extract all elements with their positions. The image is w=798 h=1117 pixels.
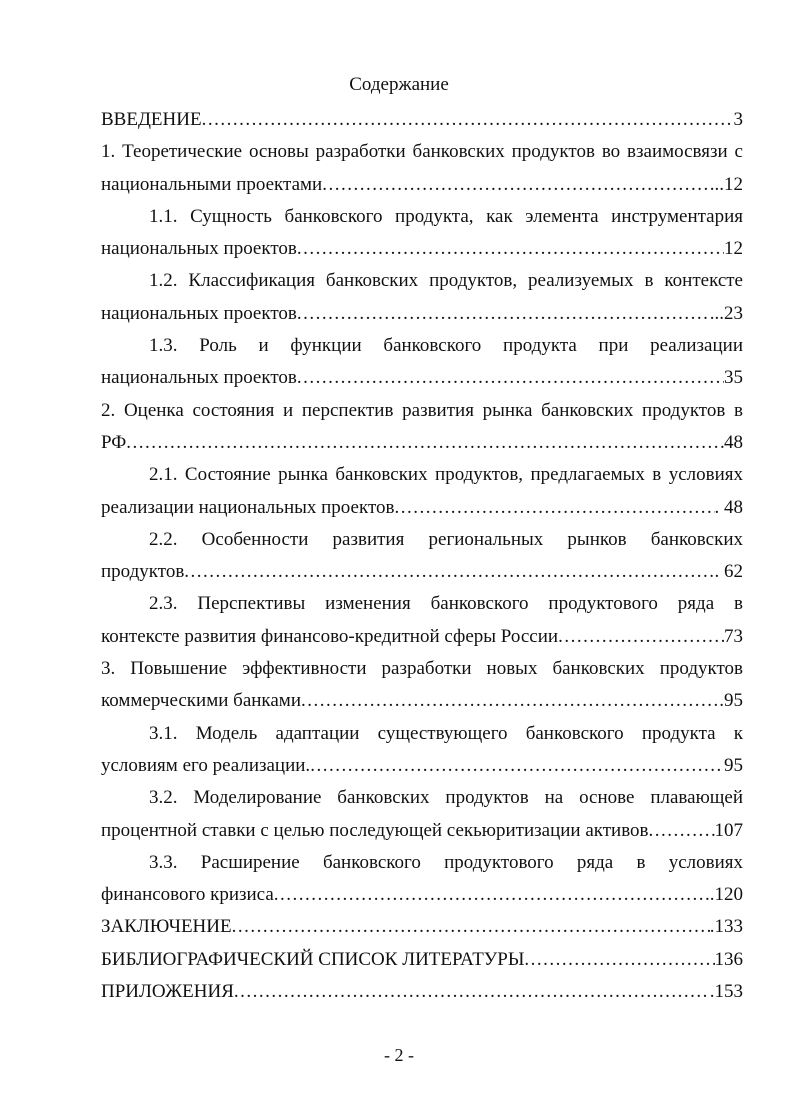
leader-dots [202,104,734,136]
toc-entry-s21-line1: 2.1. Состояние рынка банковских продуктов, предлагаемых в условиях [149,464,743,486]
leader-dots [524,944,714,976]
toc-entry-s21-line2 [101,492,743,524]
toc-entry-s12-line2 [101,298,743,330]
toc-entry-text: ЗАКЛЮЧЕНИЕ [101,916,232,938]
toc-entry-s32-line1: 3.2. Моделирование банковских продуктов на основе плавающей [149,787,743,809]
toc-page-number: . 48 [714,496,743,518]
toc-entry-s11-line1: 1.1. Сущность банковского продукта, как элемента инструментария [149,205,743,227]
leader-dots [297,362,724,394]
toc-entry-text: национальных проектов [101,238,297,260]
page-title: Содержание [349,74,449,95]
toc-entry-text: ВВЕДЕНИЕ [101,109,202,130]
leader-dots [301,685,719,717]
leader-dots [274,879,710,911]
table-of-contents [101,104,743,1008]
toc-entry-ch3-line1: 3. Повышение эффективности разработки новых банковских продуктов [101,658,743,680]
toc-page-number: .95 [719,690,743,712]
toc-entry-ch3-line2 [101,685,743,717]
toc-entry-text: процентной ставки с целью последующей секьюритизации активов [101,819,649,841]
toc-entry-s22-line2 [101,556,743,588]
toc-entry-text: реализации национальных проектов [101,496,395,518]
toc-page-number: 48 [724,431,743,453]
toc-entry-s13-line1: 1.3. Роль и функции банковского продукта при реализации [149,335,743,357]
toc-entry-s13-line2 [101,362,743,394]
toc-entry-bibliography [101,944,743,976]
toc-entry-text: условиям его реализации. [101,754,311,776]
page-number: - 2 - [384,1045,414,1065]
leader-dots [297,298,710,330]
toc-page-number: 12 [724,238,743,260]
toc-page-number: . 62 [714,561,743,583]
toc-entry-s31-line1: 3.1. Модель адаптации существующего банковского продукта к [149,722,743,744]
toc-entry-intro [101,104,743,136]
toc-entry-s23-line2 [101,621,743,653]
leader-dots [649,815,715,847]
toc-entry-s12-line1: 1.2. Классификация банковских продуктов, реализуемых в контексте [149,270,743,292]
toc-page-number: 95 [724,754,743,776]
leader-dots [234,976,710,1008]
toc-entry-s22-line1: 2.2. Особенности развития региональных рынков банковских [149,528,743,550]
toc-entry-text: БИБЛИОГРАФИЧЕСКИЙ СПИСОК ЛИТЕРАТУРЫ [101,948,525,970]
toc-entry-s31-line2 [101,750,743,782]
toc-page-number: 136 [714,948,743,970]
leader-dots [297,233,724,265]
toc-entry-text: национальными проектами [101,173,323,195]
toc-page-number: .153 [709,981,743,1003]
toc-entry-ch2-line1: 2. Оценка состояния и перспектив развития рынка банковских продуктов в [101,399,743,421]
toc-entry-text: финансового кризиса [101,884,274,906]
toc-entry-text: РФ [101,431,127,453]
toc-entry-ch2-line2 [101,427,743,459]
leader-dots [322,169,714,201]
toc-entry-ch1-line2 [101,169,743,201]
toc-page-number: 35 [724,367,743,389]
toc-page-number: .120 [709,884,743,906]
toc-entry-s33-line1: 3.3. Расширение банковского продуктового ряда в условиях [149,851,743,873]
leader-dots [310,750,724,782]
toc-entry-s33-line2 [101,879,743,911]
toc-entry-text: ПРИЛОЖЕНИЯ [101,981,234,1003]
toc-page-number: ...23 [709,302,743,324]
toc-page-number: ..12 [714,173,743,195]
toc-entry-text: коммерческими банками [101,690,301,712]
leader-dots [126,427,724,459]
toc-entry-conclusion [101,911,743,943]
leader-dots [394,492,714,524]
toc-entry-appendix [101,976,743,1008]
toc-entry-text: продуктов [101,561,185,583]
leader-dots [232,911,710,943]
toc-entry-text: контексте развития финансово-кредитной сферы России [101,625,559,647]
toc-entry-text: национальных проектов [101,302,297,324]
toc-entry-s32-line2 [101,815,743,847]
toc-entry-s23-line1: 2.3. Перспективы изменения банковского продуктового ряда в [149,593,743,615]
leader-dots [558,621,724,653]
toc-page-number: 107 [714,819,743,841]
toc-entry-s11-line2 [101,233,743,265]
toc-page-number: 3 [733,109,743,130]
toc-page-number: 73 [724,625,743,647]
toc-entry-text: национальных проектов [101,367,297,389]
toc-page-number: .133 [709,916,743,938]
toc-entry-ch1-line1: 1. Теоретические основы разработки банковских продуктов во взаимосвязи с [101,141,743,163]
leader-dots [184,556,714,588]
